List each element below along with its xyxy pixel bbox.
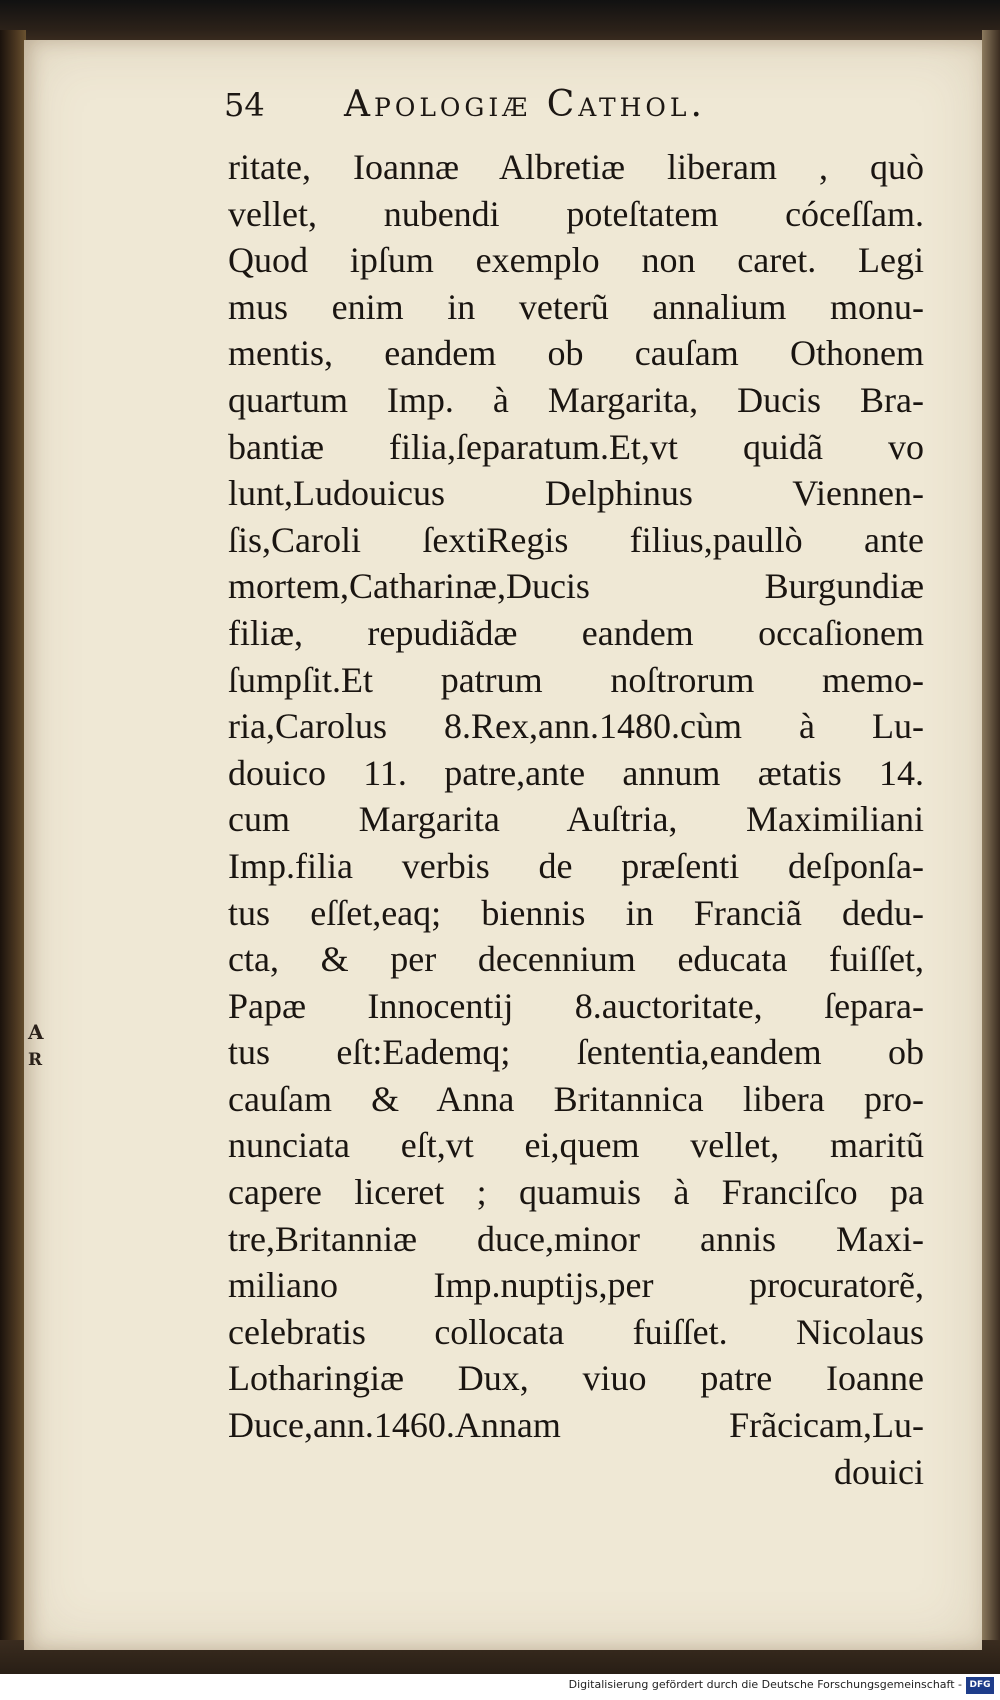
text-line: ria,Carolus 8.Rex,ann.1480.cùm à Lu- — [228, 706, 924, 747]
margin-note-fragment: A — [28, 1020, 44, 1044]
book-fore-edge — [982, 30, 1000, 1670]
text-line: Imp.filia verbis de præſenti deſponſa- — [228, 845, 924, 886]
book-spine-edge — [0, 30, 26, 1670]
text-line: mortem,Catharinæ,Ducis Burgundiæ — [228, 566, 924, 607]
text-line: tus eſſet,eaq; biennis in Franciã dedu- — [228, 892, 924, 933]
text-line: miliano Imp.nuptijs,per procuratorẽ, — [228, 1265, 924, 1306]
text-line: mus enim in veterũ annalium monu- — [228, 286, 924, 327]
text-line: celebratis collocata fuiſſet. Nicolaus — [228, 1311, 924, 1352]
page-number: 54 — [224, 86, 265, 124]
text-line: cta, & per decennium educata fuiſſet, — [228, 939, 924, 980]
funding-credit: Digitalisierung gefördert durch die Deutsche Forschungsgemeinschaft - — [568, 1678, 962, 1691]
text-line: ſis,Caroli ſextiRegis filius,paullò ante — [228, 519, 924, 560]
text-line: tre,Britanniæ duce,minor annis Maxi- — [228, 1218, 924, 1259]
text-line: douico 11. patre,ante annum ætatis 14. — [228, 752, 924, 793]
margin-note-fragment: R — [28, 1050, 43, 1070]
text-line: Quod ipſum exemplo non caret. Legi — [228, 240, 924, 281]
page-header — [224, 86, 844, 132]
text-line: Duce,ann.1460.Annam Frãcicam,Lu- — [228, 1405, 924, 1446]
running-title: Apologiæ Cathol. — [344, 84, 706, 125]
text-line: capere liceret ; quamuis à Franciſco pa — [228, 1172, 924, 1213]
text-line: lunt,Ludouicus Delphinus Viennen- — [228, 473, 924, 514]
text-line: cauſam & Anna Britannica libera pro- — [228, 1078, 924, 1119]
text-line: cum Margarita Auſtria, Maximiliani — [228, 799, 924, 840]
digitization-footer — [0, 1674, 1000, 1700]
book-top-edge — [0, 0, 1000, 42]
text-line: filiæ, repudiãdæ eandem occaſionem — [228, 612, 924, 653]
text-line: quartum Imp. à Margarita, Ducis Bra- — [228, 379, 924, 420]
text-line: Lotharingiæ Dux, viuo patre Ioanne — [228, 1358, 924, 1399]
text-line: bantiæ filia,ſeparatum.Et,vt quidã vo — [228, 426, 924, 467]
text-line: ritate, Ioannæ Albretiæ liberam , quò — [228, 147, 924, 187]
body-text — [228, 144, 924, 1495]
dfg-logo: DFG — [966, 1677, 994, 1694]
text-line: vellet, nubendi poteſtatem cóceſſam. — [228, 193, 924, 234]
text-line: mentis, eandem ob cauſam Othonem — [228, 333, 924, 374]
text-line: douici — [834, 1451, 924, 1492]
text-line: Papæ Innocentij 8.auctoritate, ſepara- — [228, 985, 924, 1026]
text-line: ſumpſit.Et patrum noſtrorum memo- — [228, 659, 924, 700]
text-line: nunciata eſt,vt ei,quem vellet, maritũ — [228, 1125, 924, 1166]
text-line: tus eſt:Eademq; ſententia,eandem ob — [228, 1032, 924, 1073]
